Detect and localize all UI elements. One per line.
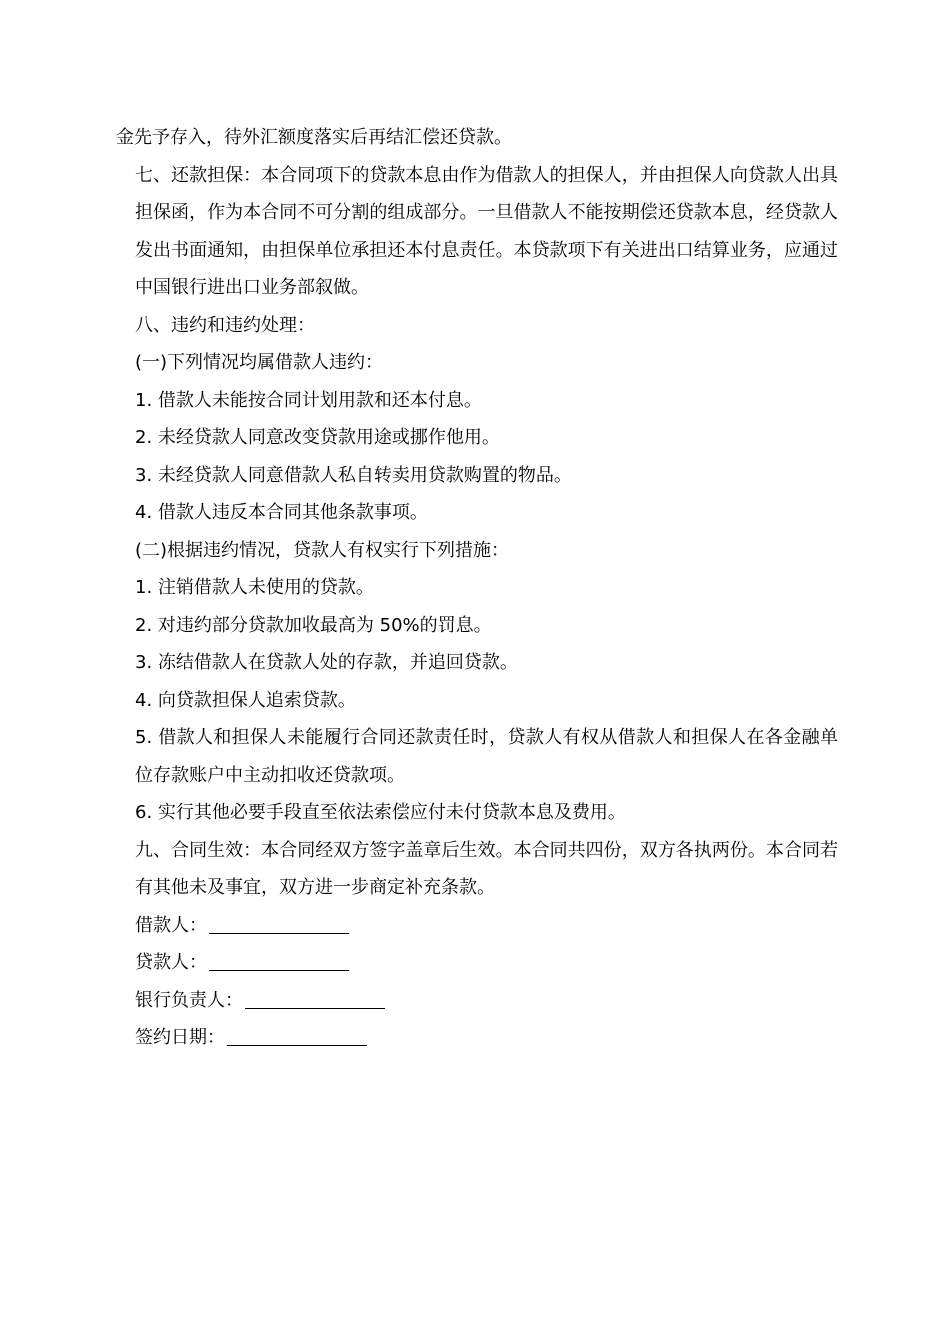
list-item: 3. 冻结借款人在贷款人处的存款，并追回贷款。 xyxy=(135,652,518,673)
list-item: 3. 未经贷款人同意借款人私自转卖用贷款购置的物品。 xyxy=(135,464,572,486)
signature-blank-line[interactable] xyxy=(209,969,349,971)
subsection-1-heading: (一)下列情况均属借款人违约： xyxy=(135,352,384,373)
list-item: 1. 注销借款人未使用的贷款。 xyxy=(135,577,374,598)
clause-7-repayment-guarantee: 七、还款担保：本合同项下的贷款本息由作为借款人的担保人，并由担保人向贷款人出具担保函，作为本合同不可分割的组成部分。一旦借款人不能按期偿还贷款本息，经贷款人发出书面通知，由担保单位承担还本付息责任。本贷款项下有关进出口结算业务，应通过中国银行进出口业务部叙做。 xyxy=(135,164,838,298)
paragraph-continuation: 金先予存入，待外汇额度落实后再结汇偿还贷款。 xyxy=(116,127,512,148)
clause-8-heading: 八、违约和违约处理： xyxy=(135,314,315,336)
signature-label: 银行负责人： xyxy=(135,989,243,1011)
signature-blank-line[interactable] xyxy=(209,932,349,934)
document-body xyxy=(116,119,838,1057)
list-item: 1. 借款人未能按合同计划用款和还本付息。 xyxy=(135,389,482,411)
list-item: 2. 对违约部分贷款加收最高为 50%的罚息。 xyxy=(135,614,492,636)
list-item: 5. 借款人和担保人未能履行合同还款责任时，贷款人有权从借款人和担保人在各金融单位存款账户中主动扣收还贷款项。 xyxy=(135,727,838,786)
signature-label: 签约日期： xyxy=(135,1027,225,1048)
list-item: 4. 借款人违反本合同其他条款事项。 xyxy=(135,502,428,523)
clause-9-effectiveness: 九、合同生效：本合同经双方签字盖章后生效。本合同共四份，双方各执两份。本合同若有其他未及事宜，双方进一步商定补充条款。 xyxy=(135,839,838,898)
signature-date xyxy=(116,1019,838,1057)
signature-label: 借款人： xyxy=(135,914,207,936)
list-item: 4. 向贷款担保人追索贷款。 xyxy=(135,689,356,711)
signature-blank-line[interactable] xyxy=(245,1007,385,1009)
signature-label: 贷款人： xyxy=(135,952,207,973)
signature-lender xyxy=(116,944,838,982)
signature-bank-officer xyxy=(116,982,838,1020)
list-item: 2. 未经贷款人同意改变贷款用途或挪作他用。 xyxy=(135,427,500,448)
date-blank-line[interactable] xyxy=(227,1044,367,1046)
list-item: 6. 实行其他必要手段直至依法索偿应付未付贷款本息及费用。 xyxy=(135,802,626,823)
subsection-2-heading: (二)根据违约情况，贷款人有权实行下列措施： xyxy=(135,539,510,561)
signature-borrower xyxy=(116,907,838,945)
